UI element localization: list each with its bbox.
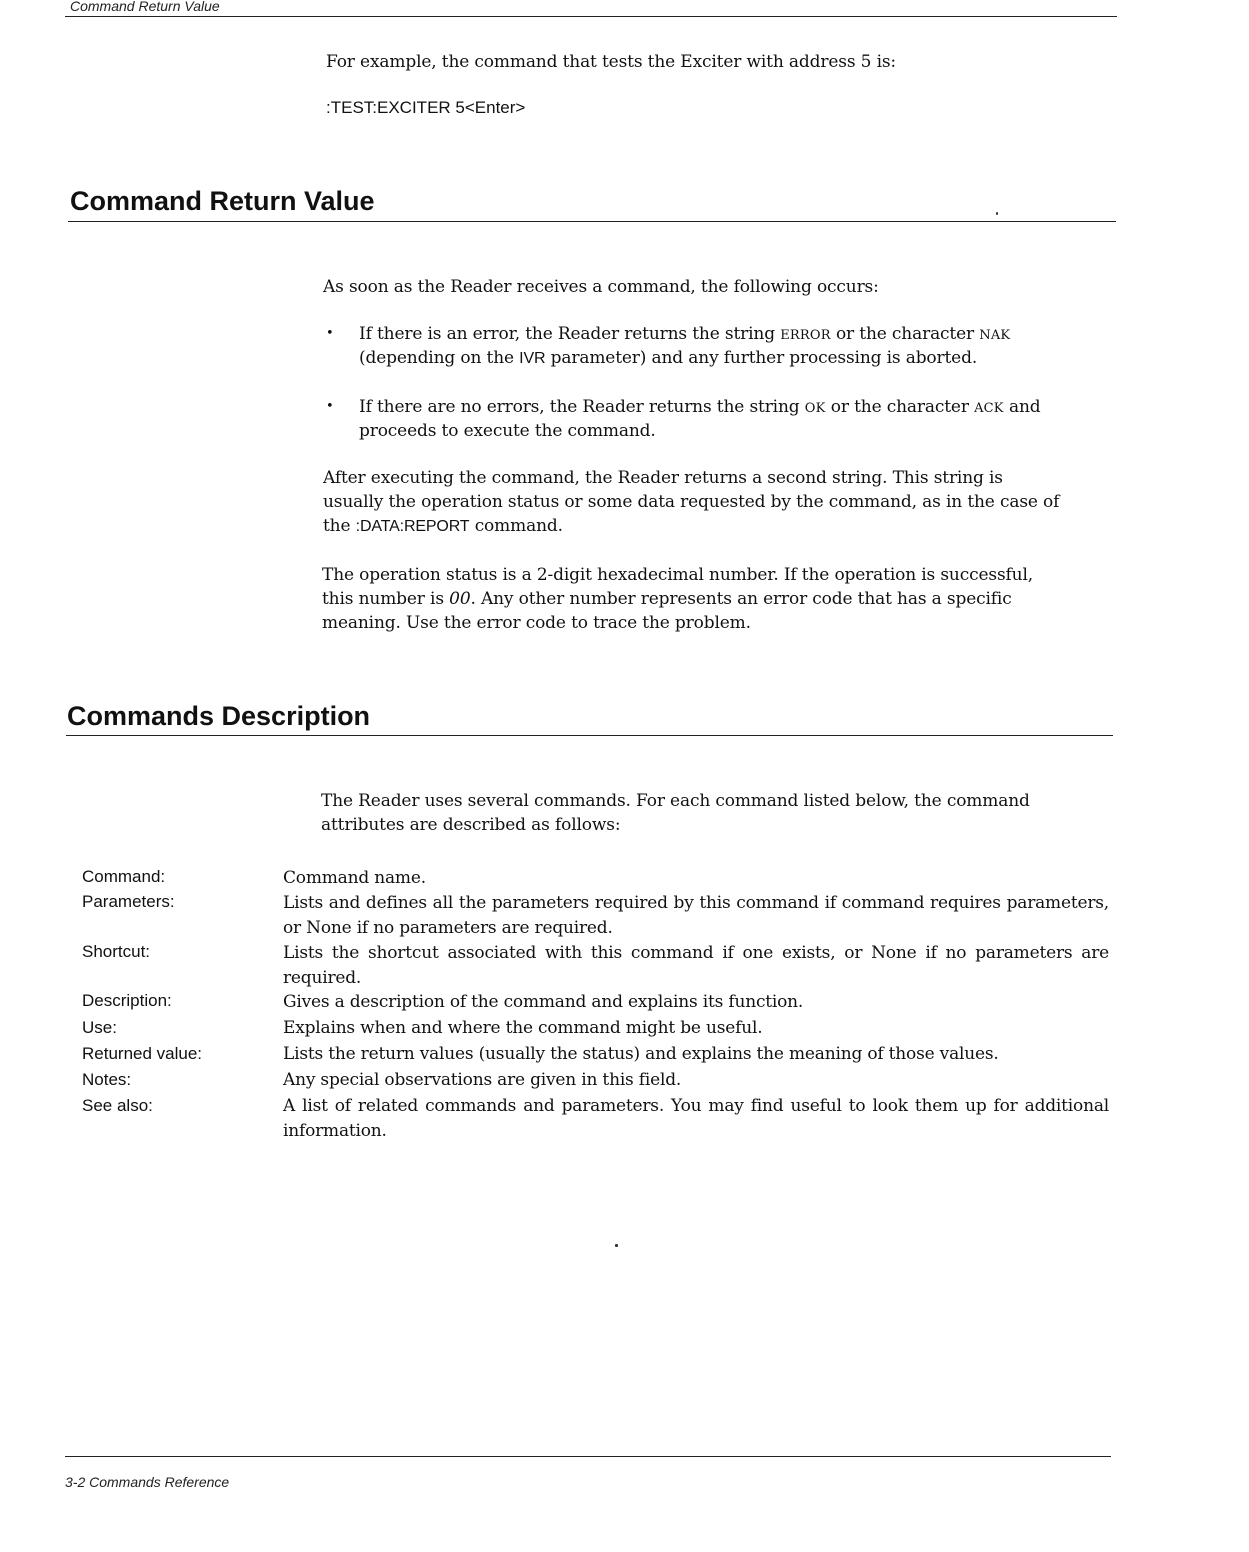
attribute-desc-notes: Any special observations are given in this field. bbox=[283, 1070, 682, 1090]
ack-character: ACK bbox=[974, 401, 1004, 416]
section-heading-commands-description: Commands Description bbox=[67, 701, 371, 731]
return-value-intro: As soon as the Reader receives a command, the following occurs: bbox=[323, 277, 879, 297]
success-code: 00 bbox=[449, 589, 471, 609]
attribute-desc-description: Gives a description of the command and explains its function. bbox=[283, 992, 804, 1012]
description-intro-line1: The Reader uses several commands. For each command listed below, the command bbox=[321, 791, 1030, 811]
attribute-desc-use: Explains when and where the command might be useful. bbox=[283, 1018, 763, 1038]
scan-speck bbox=[615, 1244, 618, 1247]
description-intro-line2: attributes are described as follows: bbox=[321, 815, 621, 835]
status-line2: this number is 00. Any other number represents an error code that has a specific bbox=[322, 589, 1012, 609]
footer-rule bbox=[65, 1456, 1111, 1457]
ok-string: OK bbox=[804, 401, 826, 416]
status-line1: The operation status is a 2-digit hexadecimal number. If the operation is successful, bbox=[322, 565, 1034, 585]
bullet-ok-line1: If there are no errors, the Reader returns the string OK or the character ACK and bbox=[359, 397, 1041, 417]
attribute-label-parameters: Parameters: bbox=[82, 892, 175, 911]
bullet-error-line1: If there is an error, the Reader returns the string ERROR or the character NAK bbox=[359, 324, 1011, 344]
footer-page-label: 3-2 Commands Reference bbox=[65, 1474, 230, 1490]
attribute-label-command: Command: bbox=[82, 867, 166, 886]
after-execution-line2: usually the operation status or some data requested by the command, as in the case of bbox=[323, 492, 1060, 512]
header-rule bbox=[65, 16, 1117, 17]
bullet-ok-line2: proceeds to execute the command. bbox=[359, 421, 656, 441]
bullet-marker: • bbox=[326, 399, 334, 414]
attribute-label-notes: Notes: bbox=[82, 1070, 132, 1089]
section-heading-return-value: Command Return Value bbox=[70, 186, 375, 216]
section-rule-commands-description bbox=[66, 735, 1113, 736]
error-string: ERROR bbox=[780, 328, 831, 343]
bullet-error-line2: (depending on the IVR parameter) and any further processing is aborted. bbox=[359, 348, 978, 368]
after-execution-line1: After executing the command, the Reader returns a second string. This string is bbox=[323, 468, 1003, 488]
attribute-label-see-also: See also: bbox=[82, 1096, 153, 1115]
attribute-desc-parameters: Lists and defines all the parameters required by this command if command requires parameters, or None if no parameters are required. bbox=[283, 893, 1109, 938]
scan-speck bbox=[996, 212, 998, 215]
data-report-command: :DATA:REPORT bbox=[355, 518, 470, 535]
attribute-label-description: Description: bbox=[82, 991, 172, 1010]
attribute-label-use: Use: bbox=[82, 1018, 117, 1037]
attribute-desc-see-also: A list of related commands and parameters. You may find useful to look them up for additional information. bbox=[283, 1096, 1109, 1141]
attribute-desc-shortcut: Lists the shortcut associated with this command if one exists, or None if no parameters are required. bbox=[283, 943, 1109, 988]
status-line3: meaning. Use the error code to trace the problem. bbox=[322, 613, 751, 633]
example-text: For example, the command that tests the Exciter with address 5 is: bbox=[326, 52, 897, 72]
attribute-label-returned-value: Returned value: bbox=[82, 1044, 203, 1063]
running-header: Command Return Value bbox=[70, 0, 220, 14]
attribute-desc-returned-value: Lists the return values (usually the status) and explains the meaning of those values. bbox=[283, 1044, 999, 1064]
attribute-desc-command: Command name. bbox=[283, 868, 426, 888]
example-command: :TEST:EXCITER 5<Enter> bbox=[326, 98, 526, 117]
section-rule-return-value bbox=[68, 221, 1116, 222]
attribute-label-shortcut: Shortcut: bbox=[82, 942, 151, 961]
ivr-parameter: IVR bbox=[519, 350, 546, 367]
bullet-marker: • bbox=[326, 326, 334, 341]
after-execution-line3: the :DATA:REPORT command. bbox=[323, 516, 563, 536]
nak-character: NAK bbox=[979, 328, 1011, 343]
